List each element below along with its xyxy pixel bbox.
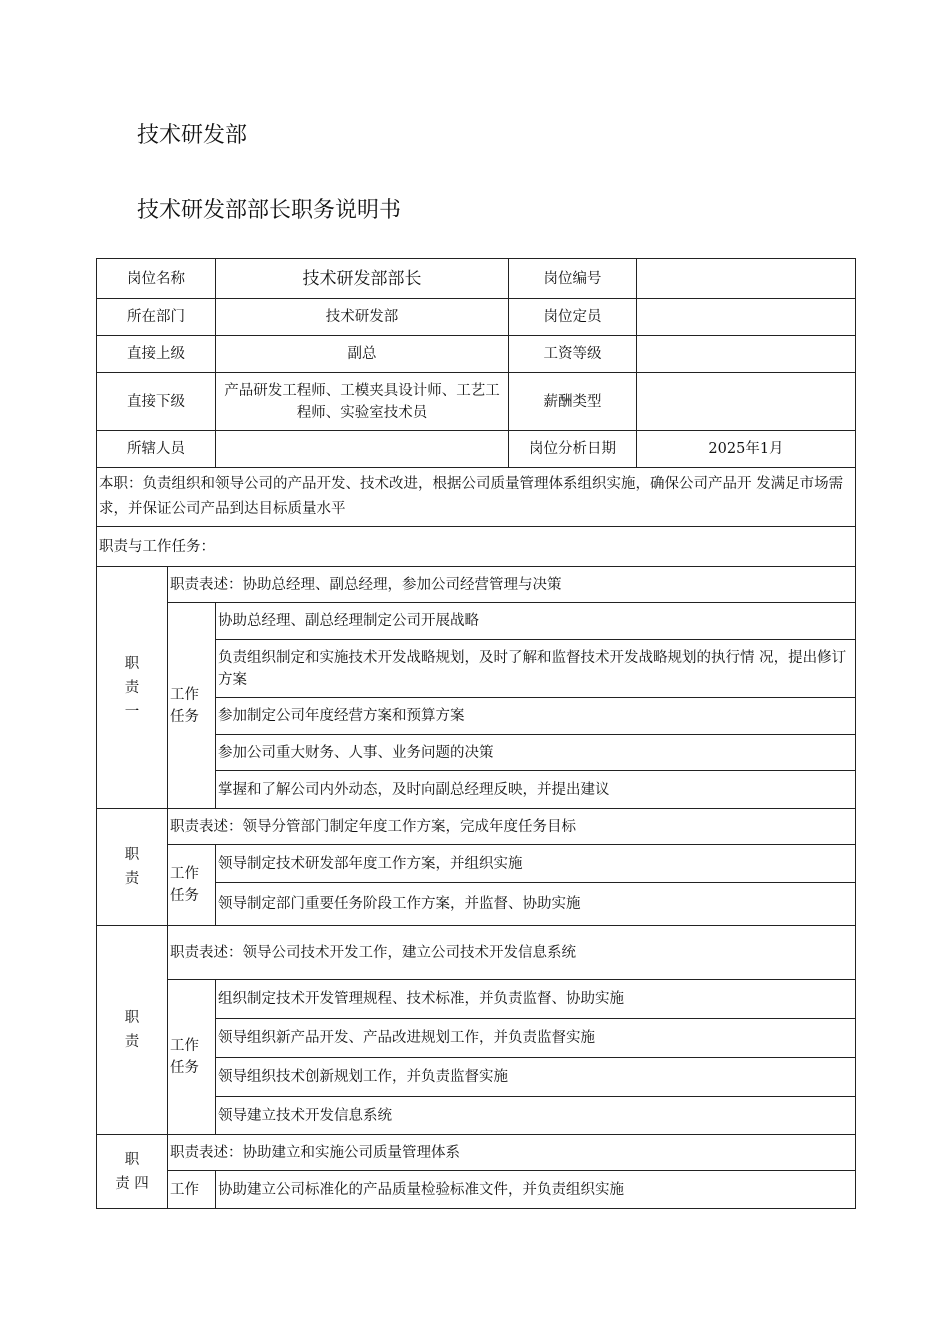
duty-label: 职 责 xyxy=(97,926,168,1135)
duty-label: 职 责 一 xyxy=(97,567,168,809)
department-heading: 技术研发部 xyxy=(137,123,248,148)
work-task-item: 协助建立公司标准化的产品质量检验标准文件，并负责组织实施 xyxy=(216,1171,856,1209)
work-task-label: 工作 任务 xyxy=(168,980,216,1135)
superior-label: 直接上级 xyxy=(97,336,216,373)
work-task-item: 掌握和了解公司内外动态，及时向副总经理反映，并提出建议 xyxy=(216,771,856,809)
work-task-item: 领导组织新产品开发、产品改进规划工作，并负责监督实施 xyxy=(216,1019,856,1058)
position-code-value xyxy=(637,259,856,299)
work-task-item: 领导组织技术创新规划工作，并负责监督实施 xyxy=(216,1058,856,1097)
pay-type-value xyxy=(637,373,856,431)
work-task-item: 参加制定公司年度经营方案和预算方案 xyxy=(216,698,856,735)
work-task-item: 组织制定技术开发管理规程、技术标准，并负责监督、协助实施 xyxy=(216,980,856,1019)
quota-value xyxy=(637,299,856,336)
position-name-value: 技术研发部部长 xyxy=(216,259,509,299)
document-title: 技术研发部部长职务说明书 xyxy=(137,198,402,223)
duties-heading: 职责与工作任务： xyxy=(97,527,856,567)
position-name-label: 岗位名称 xyxy=(97,259,216,299)
work-task-item: 领导制定技术研发部年度工作方案，并组织实施 xyxy=(216,845,856,883)
department-label: 所在部门 xyxy=(97,299,216,336)
work-task-item: 领导建立技术开发信息系统 xyxy=(216,1097,856,1135)
subordinate-label: 直接下级 xyxy=(97,373,216,431)
work-task-label: 工作 任务 xyxy=(168,845,216,926)
work-task-item: 领导制定部门重要任务阶段工作方案，并监督、协助实施 xyxy=(216,883,856,926)
work-task-label: 工作 任务 xyxy=(168,603,216,809)
position-code-label: 岗位编号 xyxy=(509,259,637,299)
duty-summary: 本职：负责组织和领导公司的产品开发、技术改进，根据公司质量管理体系组织实施，确保公司产品开 发满足市场需求，并保证公司产品到达目标质量水平 xyxy=(97,468,856,527)
department-value: 技术研发部 xyxy=(216,299,509,336)
salary-grade-value xyxy=(637,336,856,373)
duty-statement: 职责表述：领导分管部门制定年度工作方案，完成年度任务目标 xyxy=(168,809,856,845)
duty-label: 职 责 xyxy=(97,809,168,926)
duty-statement: 职责表述：协助建立和实施公司质量管理体系 xyxy=(168,1135,856,1171)
salary-grade-label: 工资等级 xyxy=(509,336,637,373)
duty-statement: 职责表述：领导公司技术开发工作，建立公司技术开发信息系统 xyxy=(168,926,856,980)
job-description-table xyxy=(96,258,856,1209)
work-task-item: 负责组织制定和实施技术开发战略规划，及时了解和监督技术开发战略规划的执行情 况，提出修订方案 xyxy=(216,640,856,698)
staff-label: 所辖人员 xyxy=(97,431,216,468)
work-task-item: 协助总经理、副总经理制定公司开展战略 xyxy=(216,603,856,640)
pay-type-label: 薪酬类型 xyxy=(509,373,637,431)
superior-value: 副总 xyxy=(216,336,509,373)
subordinate-value: 产品研发工程师、工模夹具设计师、工艺工程师、实验室技术员 xyxy=(216,373,509,431)
quota-label: 岗位定员 xyxy=(509,299,637,336)
work-task-label: 工作 xyxy=(168,1171,216,1209)
analysis-date-label: 岗位分析日期 xyxy=(509,431,637,468)
duty-statement: 职责表述：协助总经理、副总经理，参加公司经营管理与决策 xyxy=(168,567,856,603)
analysis-date-value: 2025年1月 xyxy=(637,431,856,468)
duty-label: 职 责 四 xyxy=(97,1135,168,1209)
work-task-item: 参加公司重大财务、人事、业务问题的决策 xyxy=(216,735,856,771)
staff-value xyxy=(216,431,509,468)
